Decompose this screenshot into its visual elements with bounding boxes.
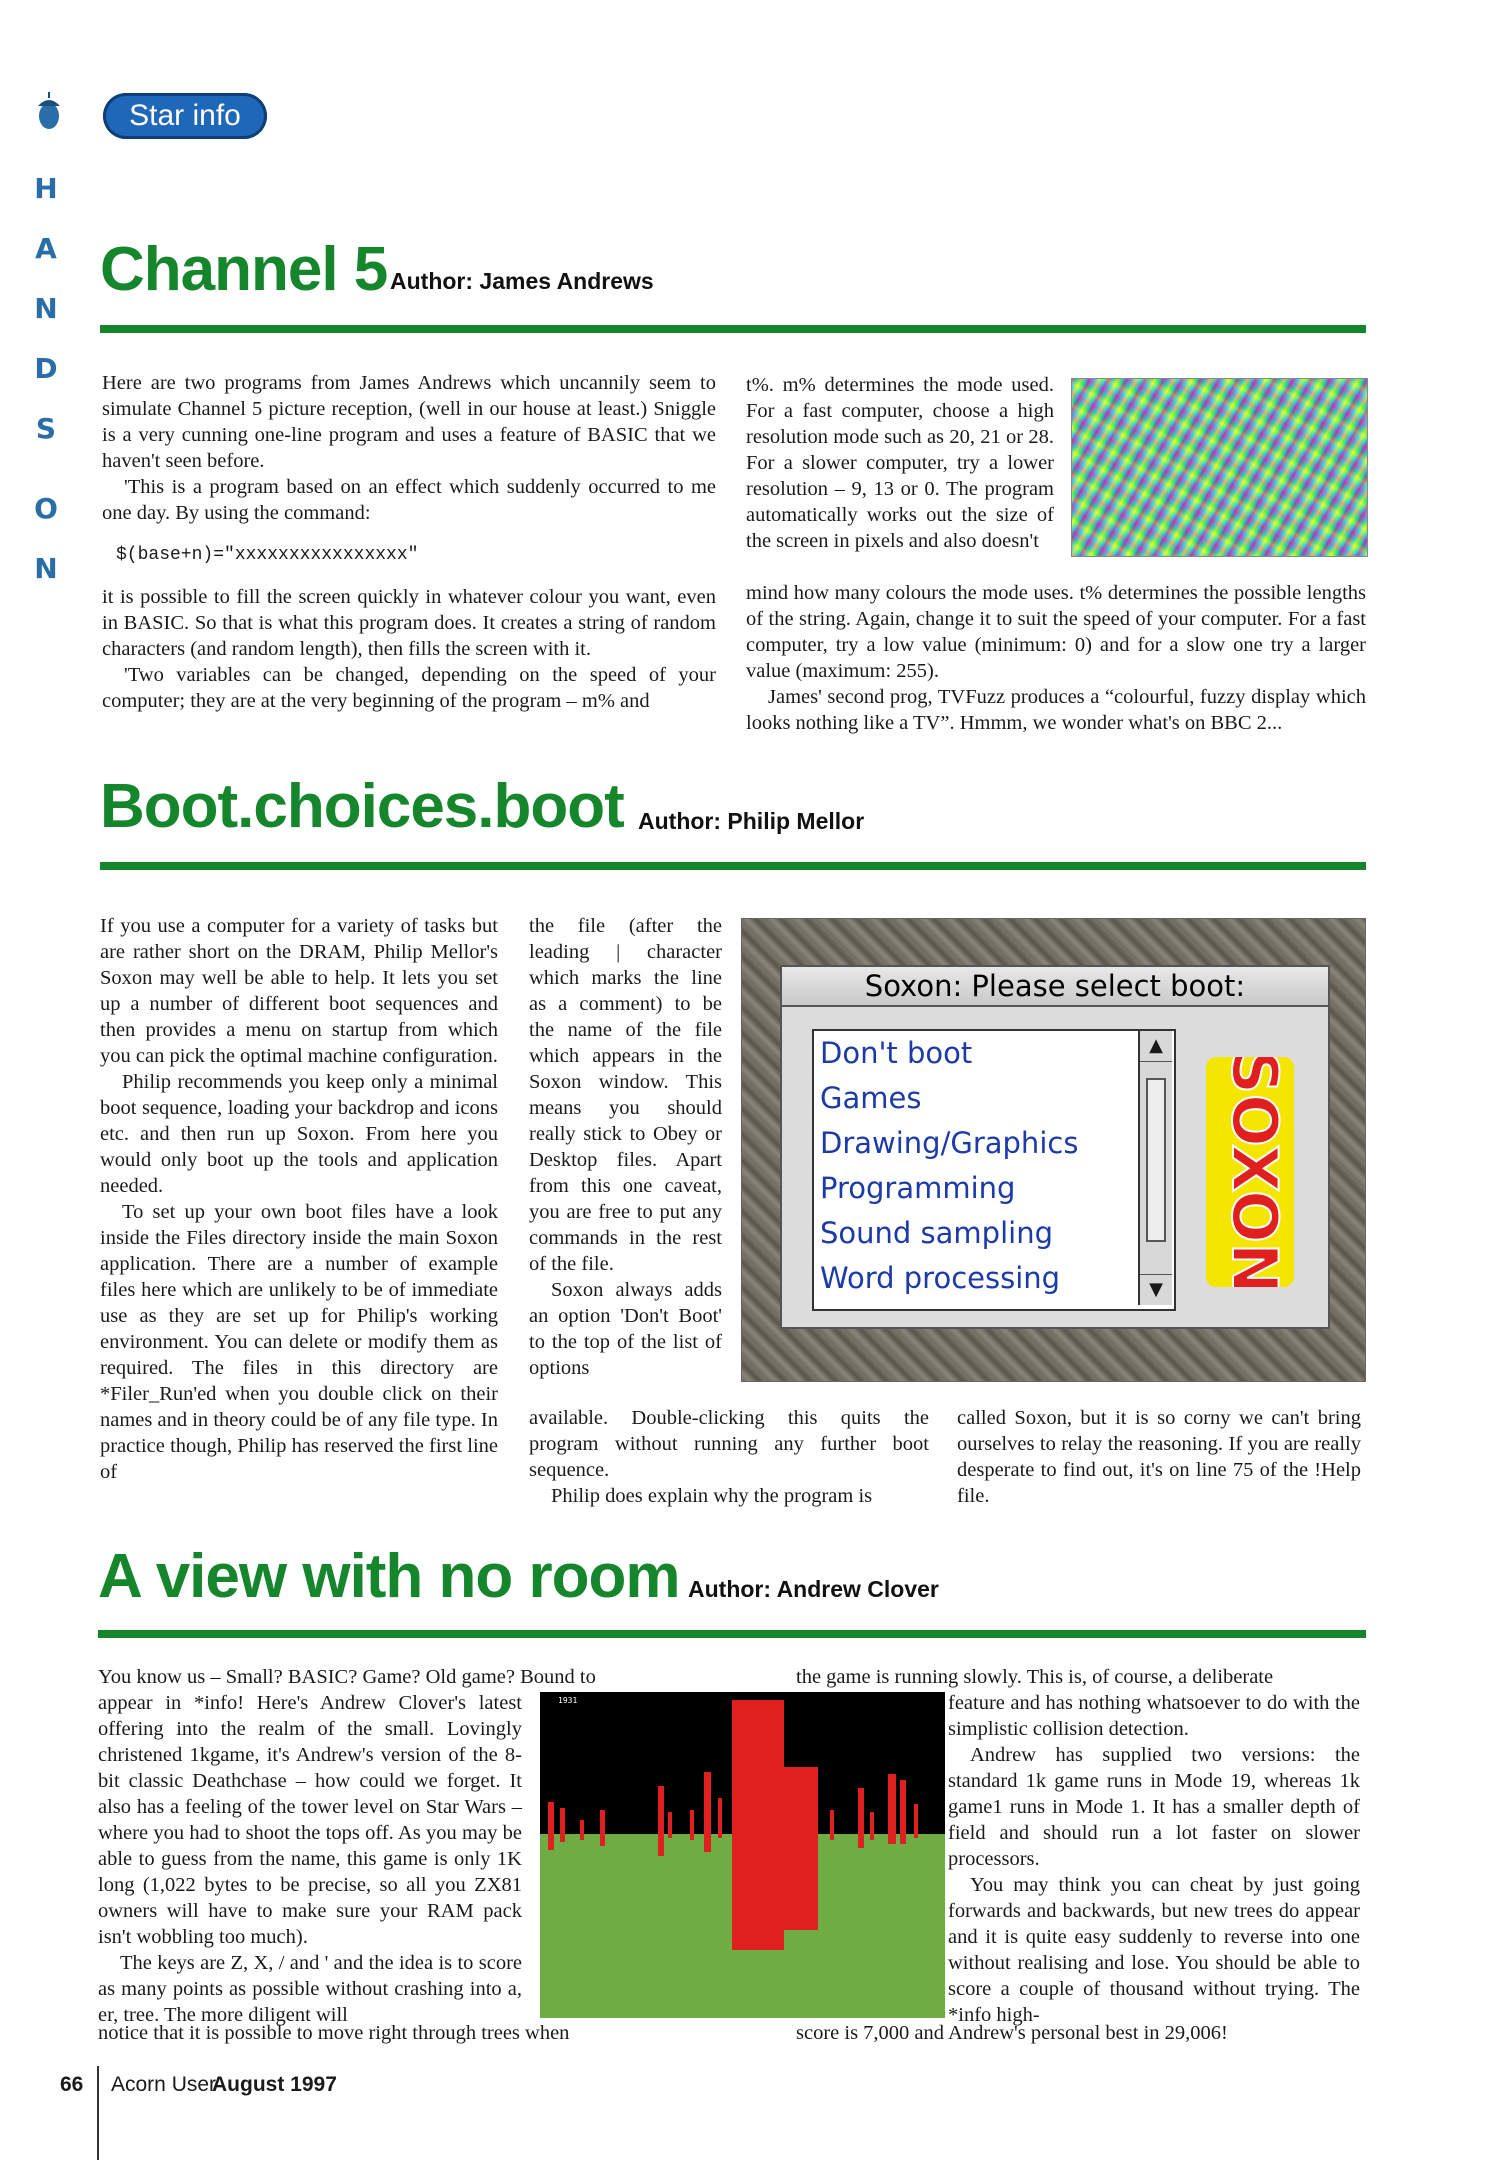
tree [600,1810,605,1846]
paragraph: Soxon always adds an option 'Don't Boot' to the top of the list of options [529,1279,722,1379]
paragraph: 'Two variables can be changed, depending on the speed of your computer; they are at the very beginning of the program – m% and [102,664,716,712]
scroll-up-icon[interactable]: ▲ [1140,1031,1172,1062]
list-item[interactable]: Programming [820,1171,1016,1205]
paragraph: score is 7,000 and Andrew's personal best in 29,006! [796,2022,1228,2044]
title-rule [98,1630,1366,1638]
tree-near [732,1700,784,1950]
scroll-thumb[interactable] [1146,1078,1166,1242]
paragraph: Andrew has supplied two versions: the standard 1k game runs in Mode 19, whereas 1k game1 runs in Mode 1. It has a smaller depth of field and should run a lot faster on slower processors. [948,1744,1360,1870]
tree [830,1810,834,1840]
article-column [100,913,498,1485]
paragraph: the file (after the leading | character which marks the line as a comment) to be the name of the file which appears in the Soxon window. This means you should really stick to Obey or Desktop files. Apart from this one caveat, you are free to put any commands in the rest of the file. [529,915,722,1275]
soxon-screenshot [741,918,1366,1382]
tree [658,1786,664,1856]
paragraph: You know us – Small? BASIC? Game? Old game? Bound to [98,1666,596,1688]
section-badge: Star info [103,93,267,139]
article-title: Boot.choices.boot [100,772,624,841]
article-title: A view with no room [98,1542,680,1611]
tree [870,1812,874,1840]
list-item[interactable]: Games [820,1081,922,1115]
game-score: 1931 [558,1696,578,1705]
tree [704,1772,711,1852]
side-letter: N [34,552,58,585]
article-column [98,1664,658,1690]
article-column [796,1664,1360,1690]
soxon-logo [1200,1057,1300,1287]
tree [548,1802,554,1850]
tree [718,1798,722,1838]
title-rule [100,862,1366,870]
paragraph: available. Double-clicking this quits the program without running any further boot sequence. [529,1407,929,1481]
footer-divider [97,2066,99,2160]
article-author: Author: Philip Mellor [638,808,865,834]
paragraph: notice that it is possible to move right through trees when [98,2022,570,2044]
footer-issue: August 1997 [212,2073,337,2096]
list-item[interactable]: Don't boot [820,1036,973,1070]
tree [690,1810,694,1840]
list-item[interactable]: Drawing/Graphics [820,1126,1079,1160]
article-column [529,1405,929,1509]
paragraph: The keys are Z, X, / and ' and the idea is to score as many points as possible without crashing into a, er, tree. The more diligent will [98,1952,522,2026]
article-title: Channel 5 [100,235,388,304]
boot-list [812,1029,1176,1311]
tree [900,1780,906,1844]
paragraph: 'This is a program based on an effect which suddenly occurred to me one day. By using the command: [102,476,716,524]
paragraph: James' second prog, TVFuzz produces a “colourful, fuzzy display which looks nothing like a TV”. Hmmm, we wonder what's on BBC 2... [746,686,1366,734]
scrollbar[interactable] [1138,1031,1172,1305]
paragraph: Philip does explain why the program is [551,1485,873,1507]
paragraph: If you use a computer for a variety of tasks but are rather short on the DRAM, Philip Mellor's Soxon may well be able to help. It lets you set up a number of different boot sequences and then provides a menu on startup from which you can pick the optimal machine configuration. [100,915,498,1067]
tree [914,1804,918,1838]
tv-fuzz-screenshot [1071,378,1368,557]
paragraph: appear in *info! Here's Andrew Clover's latest offering into the realm of the small. Lovingly christened 1kgame, it's Andrew's version of the 8-bit classic Deathchase – how could we forget. It also has a feeling of the tower level on Star Wars – where you had to shoot the tops off. As you may be able to guess from the name, this game is only 1K long (1,022 bytes to be precise, so all you ZX81 owners will have to make sure your RAM pack isn't wobbling too much). [98,1692,522,1948]
side-letter: N [34,292,58,325]
tree [888,1774,896,1844]
article-column [98,2020,658,2046]
paragraph: it is possible to fill the screen quickly in whatever colour you want, even in BASIC. So that is what this program does. It creates a string of random characters (and random length), then fills the screen with it. [102,586,716,660]
article-author: Author: James Andrews [390,268,654,294]
paragraph: the game is running slowly. This is, of course, a deliberate [796,1666,1274,1688]
tree-near [784,1767,818,1930]
paragraph: called Soxon, but it is so corny we can't bring ourselves to relay the reasoning. If you are really desperate to find out, it's on line 75 of the !Help file. [957,1407,1361,1507]
paragraph: Philip recommends you keep only a minimal boot sequence, loading your backdrop and icons etc. and then run up Soxon. From here you would only boot up the tools and application needed. [100,1071,498,1197]
article-column [957,1405,1361,1509]
soxon-logo-text: SOXON [1217,1057,1291,1287]
list-item[interactable]: Word processing [820,1261,1061,1295]
side-letter: D [34,352,58,385]
paragraph: You may think you can cheat by just going forwards and backwards, but new trees do appear and it is quite easy suddenly to reverse into one without realising and lose. You should be able to score a couple of thousand without trying. The *info high- [948,1874,1360,2026]
article-column [529,913,722,1381]
tree [560,1808,565,1842]
window-title-bar[interactable]: Soxon: Please select boot: [780,965,1330,1007]
article-column [102,370,716,714]
article-column [98,1690,522,2028]
page-number: 66 [60,2073,84,2096]
paragraph: feature and has nothing whatsoever to do with the simplistic collision detection. [948,1692,1360,1740]
side-letter: O [34,492,58,525]
side-letter: S [35,412,57,445]
paragraph: mind how many colours the mode uses. t% determines the possible lengths of the string. Again, change it to suit the speed of your computer. For a fast computer, try a low value (minimum: 0) and for a slow one try a larger value (maximum: 255). [746,582,1366,682]
article-column [746,580,1366,736]
window-body [780,1005,1330,1329]
side-letter: A [35,232,57,265]
code-snippet: $(base+n)="xxxxxxxxxxxxxxxx" [116,545,419,565]
footer-magazine: Acorn User [111,2073,217,2096]
list-item[interactable]: Sound sampling [820,1216,1053,1250]
article-column [948,1690,1360,2028]
acorn-icon [36,92,62,132]
article-author: Author: Andrew Clover [688,1576,939,1602]
paragraph: To set up your own boot files have a look inside the Files directory inside the main Soxon application. There are a number of example files here which are unlikely to be of immediate use as they are set up for Philip's working environment. You can delete or modify them as required. The files in this directory are *Filer_Run'ed when you double click on their names and in theory could be of any file type. In practice though, Philip has reserved the first line of [100,1201,498,1483]
tree [858,1788,864,1848]
tree [668,1812,672,1838]
scroll-down-icon[interactable]: ▼ [1140,1274,1172,1305]
title-rule [100,325,1366,333]
article-column [746,372,1054,554]
article-column [796,2020,1360,2046]
paragraph: t%. m% determines the mode used. For a fast computer, choose a high resolution mode such as 20, 21 or 28. For a slower computer, try a lower resolution – 9, 13 or 0. The program automatically works out the size of the screen in pixels and also doesn't [746,374,1054,552]
paragraph: Here are two programs from James Andrews which uncannily seem to simulate Channel 5 picture reception, (well in our house at least.) Sniggle is a very cunning one-line program and uses a feature of BASIC that we haven't seen before. [102,372,716,472]
tree [580,1820,584,1840]
game-screenshot [540,1692,945,2018]
side-letter: H [34,172,58,205]
